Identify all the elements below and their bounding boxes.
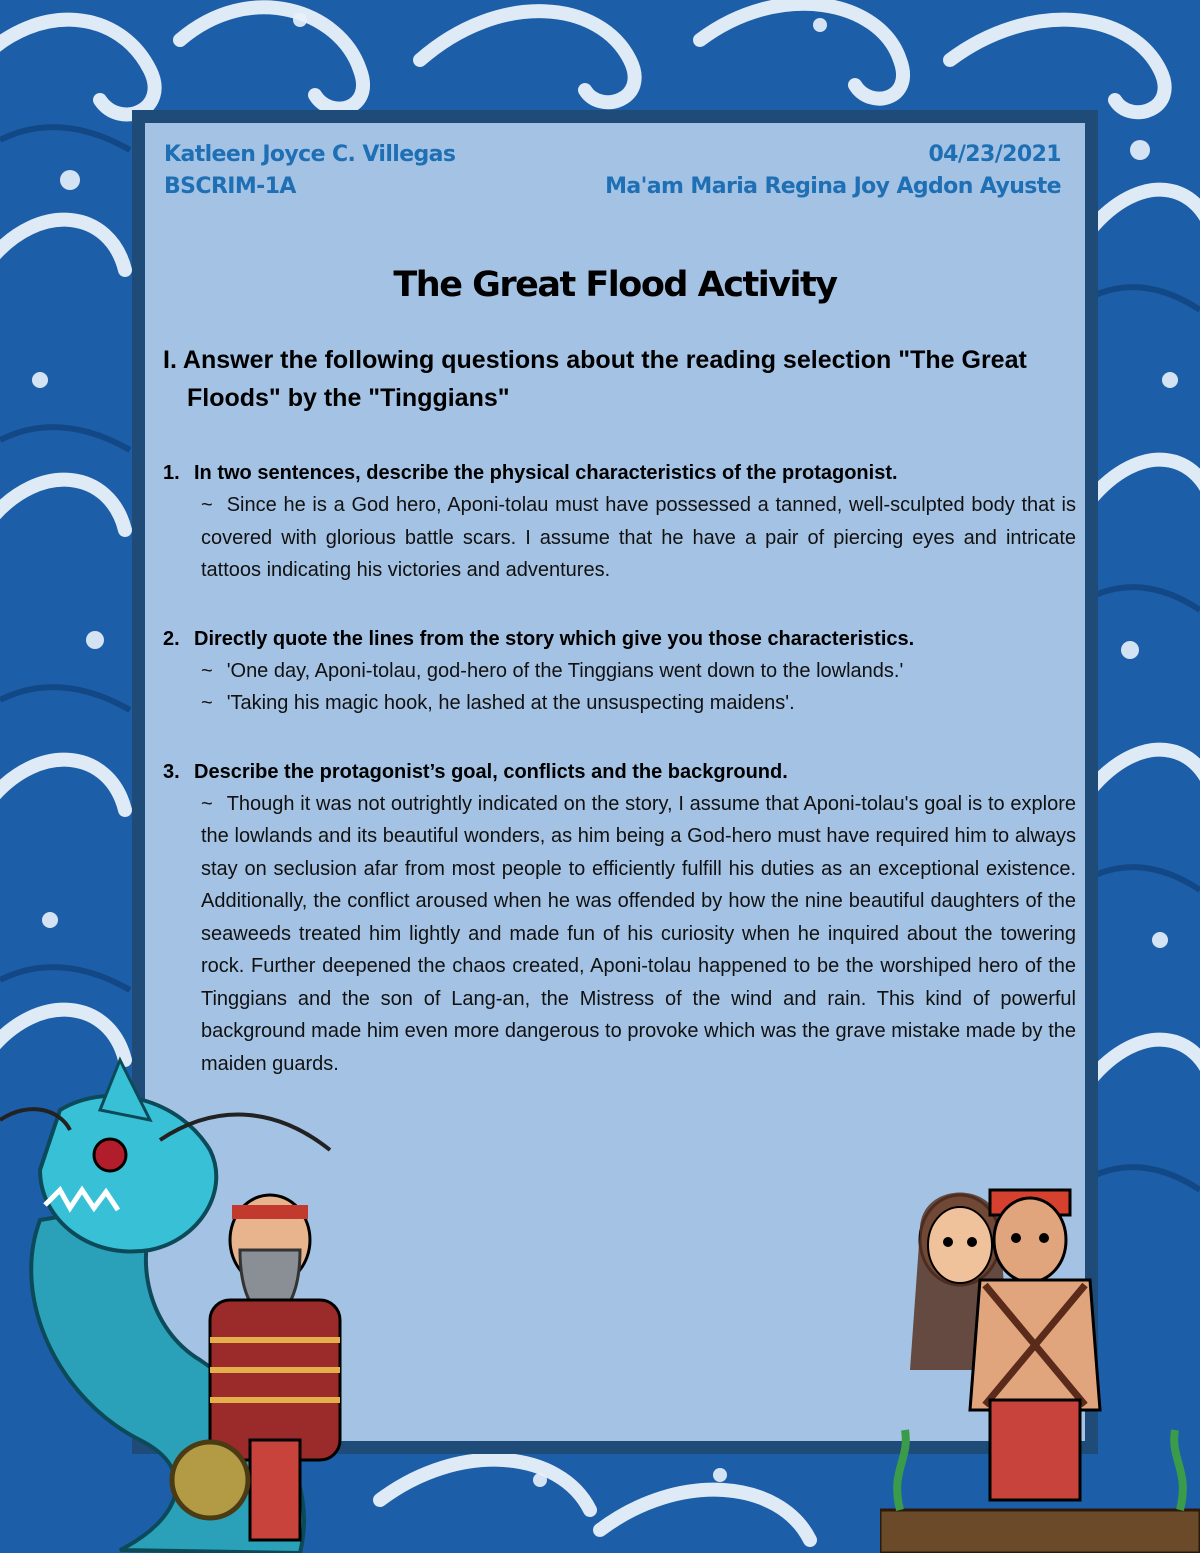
sea-serpent-and-elder-illustration [0, 1040, 400, 1553]
section-heading: I. Answer the following questions about the reading selection "The Great Floods" by the "Tinggians" [163, 346, 1027, 412]
page-title: The Great Flood Activity [393, 265, 837, 305]
question-text: In two sentences, describe the physical characteristics of the protagonist. [194, 462, 898, 484]
question-1 [163, 457, 1076, 489]
tilde-bullet: ~ [201, 659, 213, 682]
tilde-bullet: ~ [201, 692, 213, 714]
question-3 [163, 756, 1076, 788]
date: 04/23/2021 [928, 142, 1061, 167]
tilde-bullet: ~ [201, 494, 213, 516]
question-number: 2. [163, 627, 180, 650]
teacher-name: Ma'am Maria Regina Joy Agdon Ayuste [605, 174, 1061, 199]
answer-3 [163, 788, 1076, 1081]
answer-1 [163, 489, 1076, 587]
question-block-2 [163, 623, 1076, 720]
tilde-bullet: ~ [201, 792, 213, 815]
answer-text: Since he is a God hero, Aponi-tolau must have possessed a tanned, well-sculpted body that is covered with glorious battle scars. I assume that he have a pair of piercing eyes and intricate tattoos indicating his victories and adventures. [201, 494, 1076, 581]
answer-text: 'One day, Aponi-tolau, god-hero of the Tinggians went down to the lowlands.' [226, 659, 904, 682]
question-2 [163, 623, 1076, 655]
answer-text: Though it was not outrightly indicated on the story, I assume that Aponi-tolau's goal is to explore the lowlands and its beautiful wonders, as him being a God-hero must have required him to always stay on seclusion afar from most people to efficiently fulfill his duties as an exceptional existence. Additionally, the conflict aroused when he was offended by how the nine beautiful daughters of the seaweeds treated him lightly and made fun of his curiosity when he inquired about the towering rock. Further deepened the chaos created, Aponi-tolau happened to be the worshiped hero of the Tinggians and the son of Lang-an, the Mistress of the wind and rain. This kind of powerful background made him even more dangerous to provoke which was the grave mistake made by the maiden guards. [201, 792, 1076, 1075]
activity-content [163, 341, 1076, 1080]
course: BSCRIM-1A [164, 174, 296, 199]
question-number: 3. [163, 760, 180, 783]
heroes-illustration [880, 1170, 1200, 1553]
question-block-3 [163, 756, 1076, 1081]
question-block-1 [163, 457, 1076, 587]
question-number: 1. [163, 462, 180, 484]
question-text: Describe the protagonist’s goal, conflicts and the background. [194, 760, 788, 783]
answer-text: 'Taking his magic hook, he lashed at the unsuspecting maidens'. [226, 692, 795, 714]
answer-2 [163, 655, 1076, 720]
student-name: Katleen Joyce C. Villegas [164, 142, 456, 167]
question-text: Directly quote the lines from the story which give you those characteristics. [194, 627, 915, 650]
